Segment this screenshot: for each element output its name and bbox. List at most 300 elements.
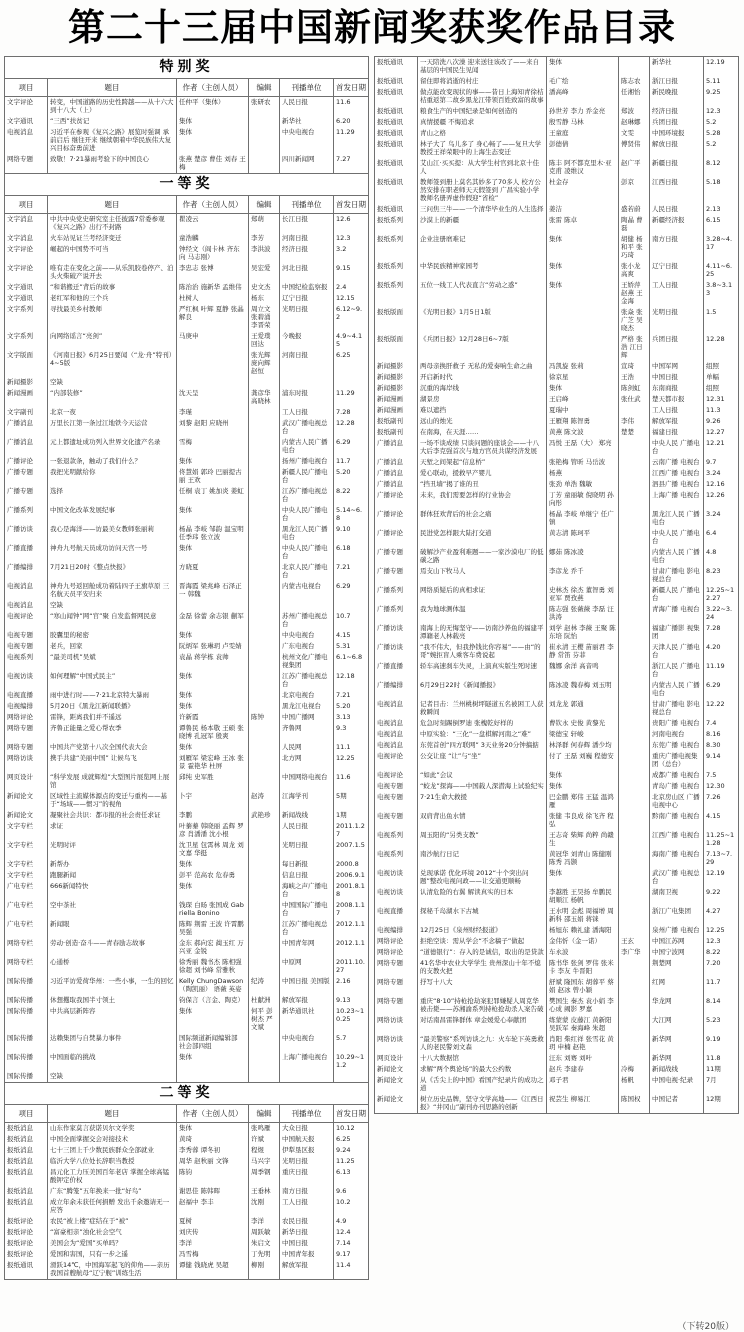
cell-category: 网络访谈 bbox=[5, 753, 48, 772]
cell-outlet: 海峡之声广播电台 bbox=[280, 881, 334, 900]
cell-editor bbox=[619, 906, 650, 925]
table-row bbox=[5, 407, 369, 418]
cell-outlet: 中国日报 bbox=[280, 1238, 334, 1249]
cell-editor bbox=[249, 690, 280, 701]
cell-outlet: 江西广播 电视台 bbox=[650, 830, 704, 849]
cell-title: 一场不谈成绩 只谈问题的座谈会——十八大后李克强首次与地方官员共谋经济发展 bbox=[418, 438, 547, 457]
cell-editor bbox=[619, 1034, 650, 1053]
cell-authors: 王启峰 bbox=[547, 394, 619, 405]
cell-date: 9.15 bbox=[334, 263, 369, 282]
cell-authors: 陈辉 荆雷 王波 许霄鹏 吴强 bbox=[177, 919, 249, 938]
cell-category: 新闻摄影 bbox=[375, 361, 418, 372]
cell-title: 新闻眼 bbox=[48, 919, 177, 938]
column-header: 项目 bbox=[5, 1105, 48, 1123]
table-row bbox=[5, 611, 369, 630]
cell-date: 11.1 bbox=[334, 742, 369, 753]
cell-category: 文字通讯 bbox=[5, 282, 48, 293]
cell-authors: 樊国生 秦杰 袁小娟 李心成 阙影 罗嘉 bbox=[547, 996, 619, 1015]
cell-date: 11.3 bbox=[704, 405, 739, 416]
cell-date: 8.22 bbox=[334, 486, 369, 505]
cell-outlet: 解放军报 bbox=[280, 1260, 334, 1280]
cell-editor: 张研农 bbox=[249, 97, 280, 117]
cell-editor: 盛若蔚 bbox=[619, 204, 650, 215]
cell-category: 报纸消息 bbox=[5, 1145, 48, 1156]
cell-category: 网络专题 bbox=[5, 154, 48, 174]
cell-category: 文字专栏 bbox=[5, 870, 48, 881]
cell-title: 两母亲换肝救子 无私的爱奏响生命之曲 bbox=[418, 361, 547, 372]
cell-category: 报纸系列 bbox=[375, 261, 418, 280]
cell-title: “如此”会议 bbox=[418, 770, 547, 781]
cell-outlet: 中央电视台 bbox=[280, 630, 334, 641]
cell-category: 电视访谈 bbox=[5, 671, 48, 690]
cell-date: 9.24 bbox=[334, 1145, 369, 1156]
cell-title: 元上都遗址成功列入世界文化遗产名录 bbox=[48, 437, 177, 456]
cell-title: 湖景房 bbox=[418, 394, 547, 405]
table-row bbox=[375, 234, 739, 261]
cell-authors: 车永波 bbox=[547, 947, 619, 958]
cell-outlet: 新华网 bbox=[650, 1053, 704, 1064]
cell-title: 对话南昌雷锋群体 章金媛爱心奉献团 bbox=[418, 1015, 547, 1034]
cell-outlet: 河南日报 bbox=[280, 350, 334, 377]
cell-editor: 彭京 bbox=[619, 177, 650, 204]
cell-editor: 傅贤伟 bbox=[619, 139, 650, 158]
cell-authors: 祝芸生 柳易江 bbox=[547, 1094, 619, 1114]
cell-outlet: 北京人民广播电台 bbox=[280, 562, 334, 581]
cell-title: 中共中央党史研究室主任披露7常委参观《复兴之路》出行不封路 bbox=[48, 214, 177, 234]
cell-outlet: 青岛广播 电视台 bbox=[650, 781, 704, 792]
cell-date: 10.29~11.2 bbox=[334, 1052, 369, 1071]
table-row bbox=[375, 849, 739, 868]
cell-editor: 周跃敏 bbox=[249, 1227, 280, 1238]
cell-category: 报纸评论 bbox=[5, 1216, 48, 1227]
cell-category: 电视编排 bbox=[5, 701, 48, 712]
cell-outlet: 中国宁波网 bbox=[650, 947, 704, 958]
cell-outlet: 南方日报 bbox=[280, 1186, 334, 1197]
cell-date: 12.15 bbox=[334, 293, 369, 304]
cell-title: 轿车高速刹车失灵，上演真实版生死时速 bbox=[418, 661, 547, 680]
cell-date: 6.25 bbox=[334, 350, 369, 377]
cell-outlet: 工人日报 bbox=[280, 1197, 334, 1216]
cell-date: 4.8 bbox=[704, 547, 739, 566]
cell-authors: 张雷 陈卓 bbox=[547, 215, 619, 234]
cell-authors: 集体 bbox=[547, 770, 619, 781]
cell-date: 7.28 bbox=[704, 623, 739, 642]
cell-editor bbox=[249, 116, 280, 127]
cell-date: 7月 bbox=[704, 1075, 739, 1094]
cell-outlet: 苏州广播电视总台 bbox=[280, 611, 334, 630]
cell-editor bbox=[249, 772, 280, 791]
cell-category: 报纸消息 bbox=[5, 1167, 48, 1186]
cell-category: 报纸评论 bbox=[5, 1238, 48, 1249]
cell-authors: 丁芳 童丽敏 倪晓明 孙向彤 bbox=[547, 490, 619, 509]
cell-title: 求证 bbox=[48, 821, 177, 840]
cell-title: 成立年余未获任何捐赠 发出千余邀请无一应答 bbox=[48, 1197, 177, 1216]
cell-title: 三问焦三牛——一个清华毕业生的人生选择 bbox=[418, 204, 547, 215]
cell-title: “道德银行”：存入的是诚信，取出的是贷款 bbox=[418, 947, 547, 958]
cell-outlet: 北京电视台 bbox=[280, 690, 334, 701]
table-row bbox=[375, 215, 739, 234]
cell-date: 7.14 bbox=[334, 1238, 369, 1249]
cell-editor: 任湘怡 bbox=[619, 87, 650, 106]
cell-date: 5.11 bbox=[704, 76, 739, 87]
cell-outlet: 中国日报 美国版 bbox=[280, 976, 334, 995]
cell-authors bbox=[177, 600, 249, 611]
cell-title: 难以遮挡 bbox=[418, 405, 547, 416]
table-row bbox=[5, 1123, 369, 1135]
cell-editor: 张焱 张广芝 吴晓杰 bbox=[619, 307, 650, 334]
cell-editor bbox=[619, 479, 650, 490]
cell-date: 2012.1.1 bbox=[334, 919, 369, 938]
cell-title: 探秘千岛湖水下古城 bbox=[418, 906, 547, 925]
cell-category: 广播直播 bbox=[5, 543, 48, 562]
cell-outlet: 中央人民 广播电台 bbox=[650, 438, 704, 457]
cell-date: 11.8 bbox=[704, 1053, 739, 1064]
cell-title: 抒写十八大 bbox=[418, 977, 547, 996]
cell-outlet: 上海广播 电视台 bbox=[650, 490, 704, 509]
cell-editor bbox=[249, 652, 280, 671]
cell-editor bbox=[249, 753, 280, 772]
cell-title: 一天陪洗八次澡 迎来送往该改了——来自基层的中国民生见闻 bbox=[418, 57, 547, 77]
table-row bbox=[375, 405, 739, 416]
section-title: 二等奖 bbox=[5, 1083, 369, 1105]
table-row bbox=[375, 117, 739, 128]
cell-authors: 谭健 钱晓虎 吴超 bbox=[177, 1260, 249, 1280]
cell-authors: 王雁翔 陈智勇 bbox=[547, 416, 619, 427]
table-row bbox=[5, 1227, 369, 1238]
cell-outlet: 江海学刊 bbox=[280, 791, 334, 810]
cell-category: 广播访谈 bbox=[375, 623, 418, 642]
cell-authors: 杜树人 bbox=[177, 293, 249, 304]
cell-editor: 朱启文 bbox=[249, 1238, 280, 1249]
cell-authors: 集体 bbox=[177, 1052, 249, 1071]
cell-date: 8.14 bbox=[704, 996, 739, 1015]
cell-category: 电视评论 bbox=[375, 770, 418, 781]
cell-category: 报纸评论 bbox=[5, 1227, 48, 1238]
cell-title: 真情援疆 不悔追求 bbox=[418, 117, 547, 128]
cell-authors: 阮炳军 张琳玥 卢雯婧 bbox=[177, 641, 249, 652]
table-row bbox=[5, 900, 369, 919]
cell-category: 报纸副刊 bbox=[375, 416, 418, 427]
cell-date: 2001.8.18 bbox=[334, 881, 369, 900]
cell-date: 6.15 bbox=[704, 215, 739, 234]
cell-authors: 冯悦 王磊（大） 郑亮 bbox=[547, 438, 619, 457]
cell-editor bbox=[619, 792, 650, 811]
cell-title: 爱国和害国，只有一步之遥 bbox=[48, 1249, 177, 1260]
table-row bbox=[5, 1052, 369, 1071]
cell-title: 齐鲁正能量之爱心帮农季 bbox=[48, 723, 177, 742]
cell-date: 2011.10.27 bbox=[334, 957, 369, 976]
awards-table bbox=[4, 56, 369, 1280]
cell-editor: 杨帆 bbox=[619, 1075, 650, 1094]
cell-title: 6月29日22时《新闻播报》 bbox=[418, 680, 547, 699]
cell-date: 10.7 bbox=[334, 611, 369, 630]
cell-category: 广播消息 bbox=[375, 479, 418, 490]
cell-editor bbox=[619, 661, 650, 680]
cell-outlet: 兵团日报 bbox=[650, 117, 704, 128]
cell-authors: 练蒙蒙 皮藤江 黄新阳 吴跃军 秦海峰 朱超 bbox=[547, 1015, 619, 1034]
cell-date: 11.25 bbox=[334, 1156, 369, 1167]
cell-category: 国际传播 bbox=[5, 1052, 48, 1071]
cell-title: 5月20日《黑龙江新闻联播》 bbox=[48, 701, 177, 712]
table-row bbox=[5, 154, 369, 174]
cell-title: 林子大了 鸟儿多了 身心畅了——复旦大学教授王祥荣眼中的上海生态变迁 bbox=[418, 139, 547, 158]
cell-outlet: 新华网 bbox=[650, 1034, 704, 1053]
cell-date: 12.31 bbox=[704, 394, 739, 405]
cell-authors: 陈钧 bbox=[177, 1167, 249, 1186]
cell-editor bbox=[249, 870, 280, 881]
cell-date: 12.25 bbox=[704, 925, 739, 936]
cell-date: 单幅 bbox=[704, 372, 739, 383]
cell-authors: 张艳梅 管昕 马岳波 bbox=[547, 457, 619, 468]
cell-outlet: 内蒙古电视台 bbox=[280, 581, 334, 600]
cell-editor: 宣琦 bbox=[619, 361, 650, 372]
cell-title: “寒山闻钟”网“官”聚 自发监督网民意 bbox=[48, 611, 177, 630]
cell-date: 9.19 bbox=[704, 1034, 739, 1053]
table-row bbox=[375, 490, 739, 509]
cell-category: 报纸版面 bbox=[375, 334, 418, 361]
cell-authors: 刘雁军 梁宏峰 王冰 张景 霍艳华 杜屏 bbox=[177, 753, 249, 772]
cell-date: 1期 bbox=[334, 810, 369, 821]
cell-editor bbox=[249, 1033, 280, 1052]
table-row bbox=[5, 244, 369, 263]
cell-category: 网络评论 bbox=[5, 712, 48, 723]
table-row bbox=[5, 690, 369, 701]
table-row bbox=[375, 566, 739, 585]
cell-title: 空缺 bbox=[48, 377, 177, 388]
cell-editor bbox=[249, 840, 280, 859]
cell-title: “富豪相亲”浊化社会空气 bbox=[48, 1227, 177, 1238]
cell-outlet: 新闻战线 bbox=[650, 1064, 704, 1075]
cell-date: 6.29 bbox=[704, 680, 739, 699]
cell-category: 报纸消息 bbox=[5, 1134, 48, 1145]
table-row bbox=[375, 128, 739, 139]
cell-outlet: 河北日报 bbox=[280, 263, 334, 282]
cell-date: 9.26 bbox=[704, 416, 739, 427]
cell-date: 7.5 bbox=[704, 770, 739, 781]
cell-outlet: 大众日报 bbox=[280, 1123, 334, 1135]
table-row bbox=[375, 868, 739, 887]
cell-authors: 彭德倩 bbox=[547, 139, 619, 158]
cell-editor: 何平 彭树杰 严文斌 bbox=[249, 1006, 280, 1033]
cell-date: 11期 bbox=[704, 1064, 739, 1075]
cell-title: 滑跃14℃，中国海军起飞的仰角——亲历我国首艘航母“辽宁舰”训练生活 bbox=[48, 1260, 177, 1280]
cell-date: 12期 bbox=[704, 1094, 739, 1114]
cell-category: 国际传播 bbox=[5, 1033, 48, 1052]
table-row bbox=[375, 718, 739, 729]
cell-authors: 肖阳 柴红祥 张雪花 黄玥 申楠 赵艳 bbox=[547, 1034, 619, 1053]
table-row bbox=[5, 723, 369, 742]
cell-editor: 史文杰 bbox=[249, 282, 280, 293]
table-row bbox=[5, 331, 369, 350]
cell-date: 6.12~9.2 bbox=[334, 304, 369, 331]
cell-category: 报纸评论 bbox=[5, 1249, 48, 1260]
table-row bbox=[5, 1071, 369, 1083]
cell-date: 12.27 bbox=[704, 427, 739, 438]
cell-date: 5.28 bbox=[704, 128, 739, 139]
cell-authors: 谢思佳 陈韩晖 bbox=[177, 1186, 249, 1197]
cell-date bbox=[334, 600, 369, 611]
cell-date: 7.13~7.29 bbox=[704, 849, 739, 868]
cell-category: 电视访谈 bbox=[375, 868, 418, 887]
cell-date: 9.25 bbox=[704, 87, 739, 106]
cell-category: 新闻论文 bbox=[375, 1094, 418, 1114]
cell-title: 跑腿新闻 bbox=[48, 870, 177, 881]
column-header-row bbox=[5, 79, 369, 97]
cell-date: 11.19 bbox=[704, 661, 739, 680]
cell-authors: 钱琛 白旸 张国成 Gabriella Bonino bbox=[177, 900, 249, 919]
cell-date: 9.13 bbox=[334, 995, 369, 1006]
cell-date: 9.22 bbox=[704, 887, 739, 906]
cell-editor bbox=[249, 938, 280, 957]
cell-date bbox=[334, 1071, 369, 1083]
cell-editor bbox=[619, 642, 650, 661]
cell-authors: 袁晶 蒋学栋 袁帅 bbox=[177, 652, 249, 671]
cell-authors: 金东 郝向宏 蔺玉红 万兴亚 金锐 bbox=[177, 938, 249, 957]
cell-authors: 卜宇 bbox=[177, 791, 249, 810]
cell-date: 3.2 bbox=[334, 244, 369, 263]
cell-outlet: 中国广播网 bbox=[280, 712, 334, 723]
cell-date: 4.9 bbox=[334, 1216, 369, 1227]
cell-outlet: 泗县广播 电视台 bbox=[650, 479, 704, 490]
cell-date: 6.20 bbox=[334, 116, 369, 127]
table-row bbox=[375, 479, 739, 490]
cell-category: 网页设计 bbox=[5, 772, 48, 791]
cell-authors: 崔永清 王樱 苗丽君 李静 常笛 芬菲 bbox=[547, 642, 619, 661]
cell-category: 报纸系列 bbox=[375, 215, 418, 234]
cell-editor: 杜献洲 bbox=[249, 995, 280, 1006]
cell-authors: 李忠志 张博 bbox=[177, 263, 249, 282]
cell-editor bbox=[619, 868, 650, 887]
cell-category: 电视系列 bbox=[5, 652, 48, 671]
cell-authors: 金伟忻（金一诺） bbox=[547, 936, 619, 947]
cell-editor bbox=[619, 490, 650, 509]
cell-title: 空缺 bbox=[48, 1071, 177, 1083]
cell-title: 五位一线工人代表直言“劳动之惑” bbox=[418, 280, 547, 307]
cell-outlet: 光明日报 bbox=[280, 304, 334, 331]
cell-editor: 陈钟 bbox=[249, 712, 280, 723]
table-row bbox=[5, 995, 369, 1006]
cell-title: 沙漠上的新疆 bbox=[418, 215, 547, 234]
cell-editor bbox=[619, 566, 650, 585]
cell-title: 天堑之间架起“信息桥” bbox=[418, 457, 547, 468]
cell-category: 广播评论 bbox=[375, 490, 418, 509]
cell-outlet: 中国环境报 bbox=[650, 128, 704, 139]
cell-editor: 许斌 bbox=[249, 1134, 280, 1145]
table-row bbox=[375, 361, 739, 372]
cell-editor bbox=[249, 600, 280, 611]
cell-authors bbox=[177, 377, 249, 388]
table-row bbox=[375, 977, 739, 996]
cell-title: 《兵团日报》12月28日6~7版 bbox=[418, 334, 547, 361]
cell-date: 3.8~3.13 bbox=[704, 280, 739, 307]
cell-date: 2006.9.1 bbox=[334, 870, 369, 881]
cell-editor bbox=[249, 456, 280, 467]
cell-outlet: 甘肃广播电 影电视总台 bbox=[650, 699, 704, 718]
cell-editor bbox=[619, 585, 650, 604]
cell-title: 7·21生命大救援 bbox=[418, 792, 547, 811]
table-row bbox=[5, 467, 369, 486]
cell-category: 报纸通讯 bbox=[375, 158, 418, 177]
cell-date: 11.7 bbox=[704, 977, 739, 996]
cell-date: 11.25~11.28 bbox=[704, 830, 739, 849]
cell-date: 6.29 bbox=[334, 437, 369, 456]
cell-date: 12.28 bbox=[704, 334, 739, 361]
cell-date: 12.25 bbox=[334, 753, 369, 772]
cell-outlet: 中国航天报 bbox=[280, 1134, 334, 1145]
cell-authors: 毛广绘 bbox=[547, 76, 619, 87]
cell-title: 胶囊里的秘密 bbox=[48, 630, 177, 641]
cell-date: 10.23~10.25 bbox=[334, 1006, 369, 1033]
cell-date: 4.15 bbox=[334, 630, 369, 641]
cell-title: 崛起的中国势不可当 bbox=[48, 244, 177, 263]
section-title-row bbox=[5, 1083, 369, 1105]
page-title: 第二十三届中国新闻奖获奖作品目录 bbox=[68, 5, 676, 49]
cell-title: 休想攫取我国半寸领土 bbox=[48, 995, 177, 1006]
awards-table bbox=[374, 56, 739, 1114]
cell-title: 在南海，在天涯…… bbox=[418, 427, 547, 438]
table-row bbox=[5, 562, 369, 581]
cell-authors: 王水明 金彪 周福增 周新科 邵玉娟 蒋铼 bbox=[547, 906, 619, 925]
cell-date: 组照 bbox=[704, 361, 739, 372]
table-row bbox=[5, 1006, 369, 1033]
section-title-row bbox=[5, 174, 369, 196]
cell-category: 电视消息 bbox=[375, 729, 418, 740]
cell-category: 报纸系列 bbox=[375, 234, 418, 261]
cell-category: 报纸通讯 bbox=[375, 106, 418, 117]
cell-category: 电视编排 bbox=[375, 925, 418, 936]
cell-outlet: 重庆日报 bbox=[280, 1167, 334, 1186]
cell-outlet bbox=[280, 377, 334, 388]
cell-title: 从《舌尖上的中国》看国产纪录片的成功之道 bbox=[418, 1075, 547, 1094]
cell-outlet: 新闻战线 bbox=[280, 810, 334, 821]
cell-authors: 黄志清 陈珂平 bbox=[547, 528, 619, 547]
cell-outlet: 新疆日报 bbox=[650, 158, 704, 177]
cell-title: 火车站见证兰考经济变迁 bbox=[48, 233, 177, 244]
cell-category: 广播专题 bbox=[5, 467, 48, 486]
cell-title: “三西”扶贫记 bbox=[48, 116, 177, 127]
cell-title: 做点能改变现状的事——昔日上海知青徐桔桔重返第二故乡黑龙江带领百姓致富的故事 bbox=[418, 87, 547, 106]
cell-date: 6.1~6.8 bbox=[334, 652, 369, 671]
cell-authors: 雪梅 bbox=[177, 437, 249, 456]
column-header: 刊播单位 bbox=[280, 1105, 334, 1123]
cell-authors: 集体 bbox=[177, 701, 249, 712]
table-row bbox=[5, 1156, 369, 1167]
cell-authors: 佟慧娟 郭玲 巴丽提古丽 王欢 bbox=[177, 467, 249, 486]
cell-title: 12月25日《泉州财经报道》 bbox=[418, 925, 547, 936]
cell-date: 5.7 bbox=[334, 1033, 369, 1052]
column-header: 编辑 bbox=[249, 1105, 280, 1123]
cell-date: 7.20 bbox=[704, 958, 739, 977]
cell-editor bbox=[619, 811, 650, 830]
cell-outlet: 光明日报 bbox=[280, 840, 334, 859]
table-row bbox=[5, 742, 369, 753]
cell-date: 12.19 bbox=[704, 57, 739, 77]
cell-editor bbox=[619, 849, 650, 868]
cell-authors: 晋海霞 梁兆峰 石泽正一 韩魏 bbox=[177, 581, 249, 600]
cell-editor: 李洋 bbox=[249, 1216, 280, 1227]
table-row bbox=[375, 468, 739, 479]
cell-authors: 钟经文（阎卡林 齐东向 马志刚） bbox=[177, 244, 249, 263]
cell-title: 携手共建“美丽中国” 让候鸟飞 bbox=[48, 753, 177, 772]
cell-category: 网络专栏 bbox=[5, 957, 48, 976]
section-title: 特别奖 bbox=[5, 57, 369, 79]
cell-editor bbox=[619, 830, 650, 849]
cell-title: 树立历史品牌，坚守文学高地——《江西日报》“井冈山”副刊办刊思路的创新 bbox=[418, 1094, 547, 1114]
column-header: 作者（主创人员） bbox=[177, 1105, 249, 1123]
table-row bbox=[375, 438, 739, 457]
cell-category: 广电专栏 bbox=[5, 919, 48, 938]
cell-editor bbox=[619, 438, 650, 457]
